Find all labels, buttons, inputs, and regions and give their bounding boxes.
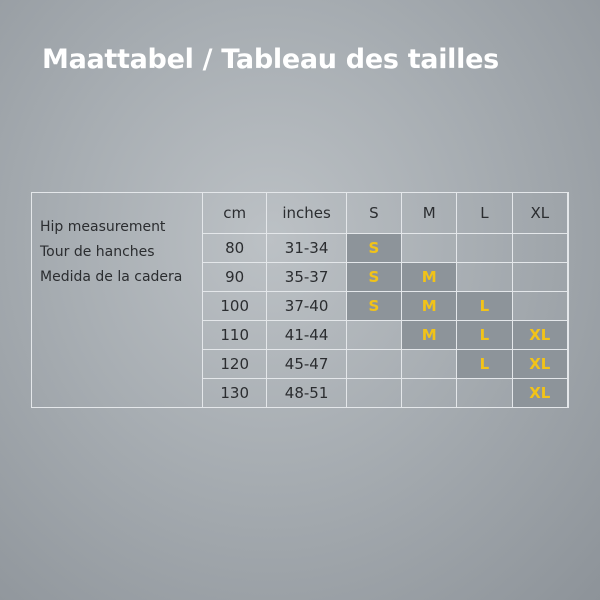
- table-row: [203, 292, 568, 321]
- page-title: Maattabel / Tableau des tailles: [42, 44, 499, 75]
- size-cell: [512, 263, 567, 292]
- cm-cell: 120: [203, 350, 267, 379]
- label-spanish: Medida de la cadera: [40, 269, 183, 285]
- header-row: [203, 193, 568, 234]
- inches-cell: 35-37: [267, 263, 346, 292]
- inches-cell: 45-47: [267, 350, 346, 379]
- header-size-xl: XL: [512, 193, 567, 234]
- inches-cell: 31-34: [267, 234, 346, 263]
- label-french: Tour de hanches: [40, 244, 155, 260]
- size-cell: [346, 379, 401, 408]
- size-cell: [512, 234, 567, 263]
- cm-cell: 130: [203, 379, 267, 408]
- header-size-m: M: [402, 193, 457, 234]
- cm-cell: 100: [203, 292, 267, 321]
- size-cell: M: [402, 263, 457, 292]
- size-cell: XL: [512, 350, 567, 379]
- size-cell: [402, 234, 457, 263]
- size-cell: [346, 321, 401, 350]
- hip-measurement-labels: [40, 215, 182, 290]
- cm-cell: 80: [203, 234, 267, 263]
- inches-cell: 37-40: [267, 292, 346, 321]
- size-cell: L: [457, 321, 512, 350]
- header-inches: inches: [267, 193, 346, 234]
- size-cell: XL: [512, 379, 567, 408]
- header-size-l: L: [457, 193, 512, 234]
- size-cell: S: [346, 292, 401, 321]
- size-cell: S: [346, 263, 401, 292]
- inches-cell: 41-44: [267, 321, 346, 350]
- size-cell: L: [457, 350, 512, 379]
- table-row: [203, 350, 568, 379]
- size-cell: [457, 263, 512, 292]
- size-cell: [346, 350, 401, 379]
- size-cell: L: [457, 292, 512, 321]
- size-chart-table: [31, 192, 569, 408]
- header-cm: cm: [203, 193, 267, 234]
- size-cell: [512, 292, 567, 321]
- size-cell: S: [346, 234, 401, 263]
- inches-cell: 48-51: [267, 379, 346, 408]
- size-cell: [402, 350, 457, 379]
- table-row: [203, 263, 568, 292]
- size-cell: M: [402, 292, 457, 321]
- size-cell: [457, 234, 512, 263]
- cm-cell: 110: [203, 321, 267, 350]
- size-cell: XL: [512, 321, 567, 350]
- size-grid: [202, 192, 568, 408]
- header-size-s: S: [346, 193, 401, 234]
- size-cell: M: [402, 321, 457, 350]
- table-row: [203, 234, 568, 263]
- cm-cell: 90: [203, 263, 267, 292]
- size-cell: [402, 379, 457, 408]
- table-row: [203, 379, 568, 408]
- size-cell: [457, 379, 512, 408]
- label-english: Hip measurement: [40, 219, 166, 235]
- table-row: [203, 321, 568, 350]
